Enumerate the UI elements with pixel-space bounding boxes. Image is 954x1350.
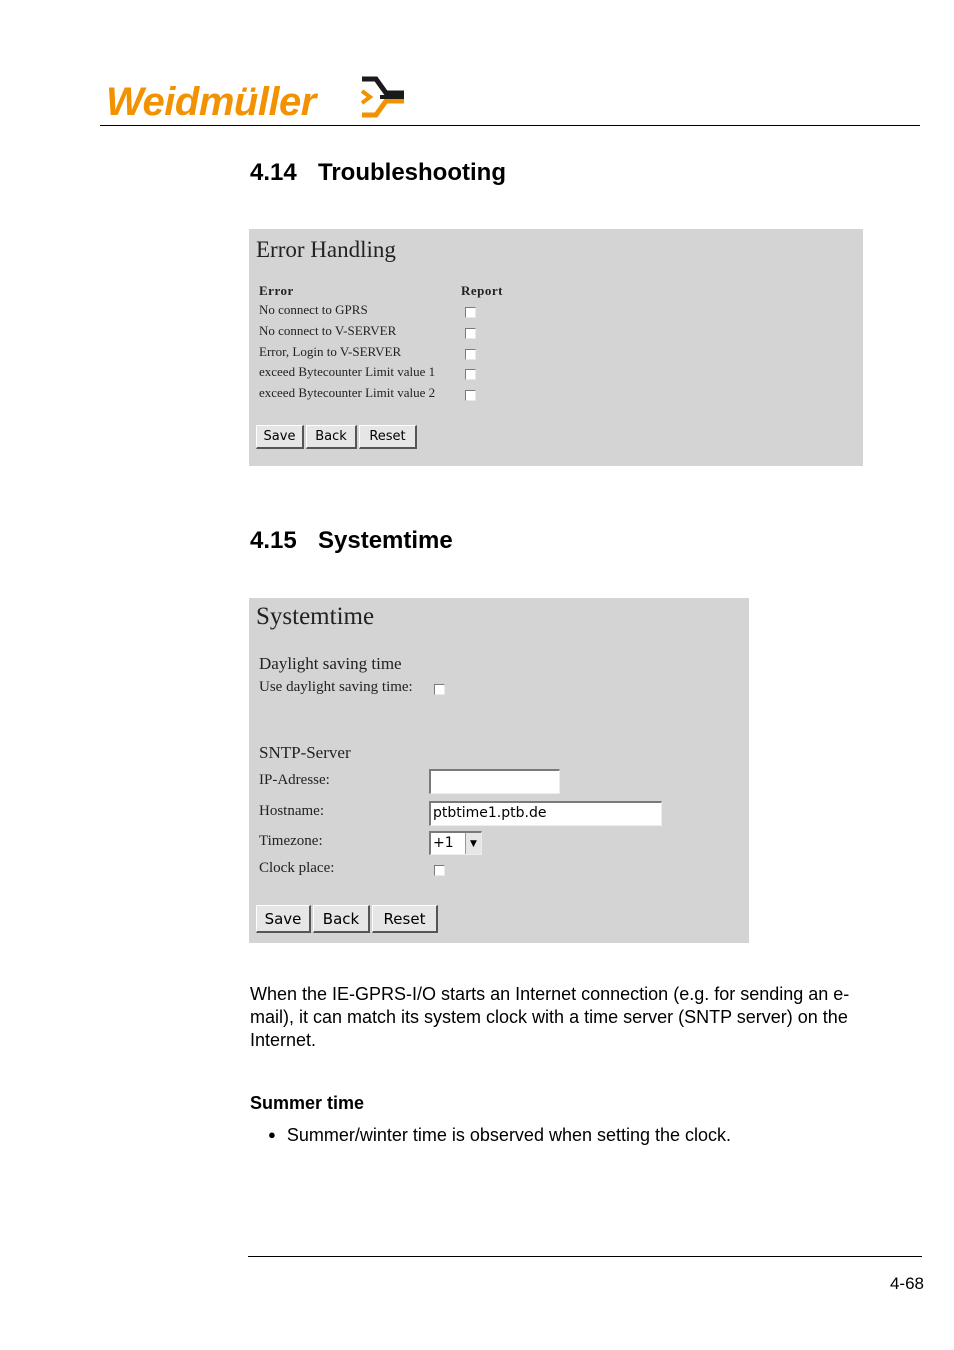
footer-divider <box>248 1256 922 1257</box>
back-button[interactable]: Back <box>313 905 370 933</box>
timezone-select[interactable] <box>429 831 482 855</box>
save-button[interactable]: Save <box>256 905 311 933</box>
error-row-label: exceed Bytecounter Limit value 1 <box>259 364 436 379</box>
report-checkbox[interactable] <box>465 390 476 401</box>
hostname-input[interactable]: ptbtime1.ptb.de <box>429 801 662 826</box>
weidmuller-logo-mark-icon <box>360 76 406 118</box>
section-title: Troubleshooting <box>318 159 506 186</box>
bullet-item <box>268 1124 731 1148</box>
clock-place-label: Clock place: <box>259 860 335 876</box>
weidmuller-logo-text: Weidmüller <box>106 80 316 124</box>
report-checkbox[interactable] <box>465 307 476 318</box>
back-button[interactable]: Back <box>306 425 357 449</box>
dst-heading: Daylight saving time <box>259 654 402 673</box>
dst-checkbox[interactable] <box>434 684 445 695</box>
ip-label: IP-Adresse: <box>259 772 330 788</box>
intro-paragraph: When the IE-GPRS-I/O starts an Internet connection (e.g. for sending an e-mail), it can match its system clock with a time server (SNTP server) on the Internet. <box>250 984 850 1050</box>
section-number: 4.14 <box>250 159 297 186</box>
page-number: 4-68 <box>889 1274 924 1293</box>
section-number: 4.15 <box>250 527 297 554</box>
ip-address-input[interactable] <box>429 769 560 794</box>
error-row-label: No connect to GPRS <box>259 302 368 317</box>
bullet-icon: ● <box>268 1127 276 1142</box>
error-column-header: Error <box>259 283 294 298</box>
bullet-text: Summer/winter time is observed when setting the clock. <box>286 1125 732 1145</box>
timezone-label: Timezone: <box>259 833 323 849</box>
reset-button[interactable]: Reset <box>359 425 417 449</box>
report-checkbox[interactable] <box>465 369 476 380</box>
report-column-header: Report <box>461 283 503 298</box>
timezone-value: +1 <box>433 835 454 851</box>
header-divider <box>100 125 920 126</box>
systemtime-panel <box>249 598 749 943</box>
save-button[interactable]: Save <box>256 425 304 449</box>
panel-title: Systemtime <box>256 603 375 630</box>
dst-label: Use daylight saving time: <box>259 679 413 695</box>
hostname-label: Hostname: <box>259 803 324 819</box>
panel-title: Error Handling <box>256 237 396 262</box>
error-handling-panel <box>249 229 863 466</box>
error-row-label: No connect to V-SERVER <box>259 323 397 338</box>
clock-place-checkbox[interactable] <box>434 865 445 876</box>
chevron-down-icon[interactable]: ▼ <box>465 833 481 854</box>
section-title: Systemtime <box>318 527 453 554</box>
error-row-label: Error, Login to V-SERVER <box>259 344 402 359</box>
report-checkbox[interactable] <box>465 349 476 360</box>
report-checkbox[interactable] <box>465 328 476 339</box>
sntp-heading: SNTP-Server <box>259 743 351 762</box>
section-heading-systemtime <box>250 527 453 555</box>
reset-button[interactable]: Reset <box>372 905 438 933</box>
error-row-label: exceed Bytecounter Limit value 2 <box>259 385 436 400</box>
summer-time-heading: Summer time <box>250 1093 365 1113</box>
section-heading-troubleshooting <box>250 159 506 187</box>
